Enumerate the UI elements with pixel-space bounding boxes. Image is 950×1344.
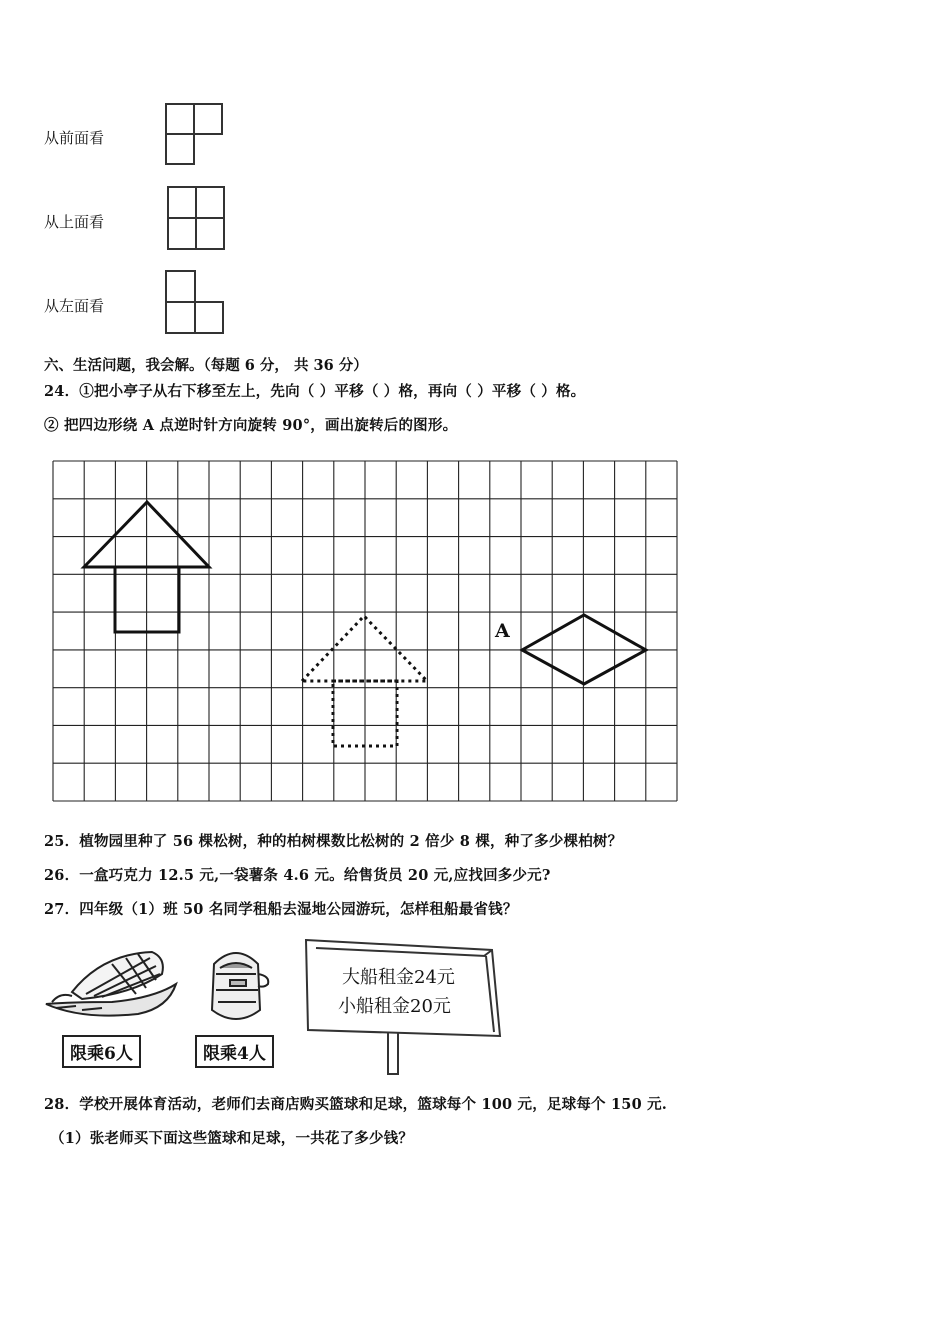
top-view-diagram [164, 184, 230, 252]
question-25: 25．植物园里种了 56 棵松树，种的柏树棵数比松树的 2 倍少 8 棵，种了多少棵柏树？ [44, 833, 623, 850]
view-label-front: 从前面看 [44, 129, 105, 147]
question-24-part1: 24．①把小亭子从右下移至左上，先向（ ）平移（ ）格，再向（ ）平移（ ）格。 [44, 383, 586, 400]
view-label-left: 从左面看 [44, 297, 105, 315]
point-a-label: A [495, 620, 510, 642]
section-title: 六、生活问题，我会解。（每题 6 分， 共 36 分） [44, 357, 368, 374]
question-27: 27．四年级（1）班 50 名同学租船去湿地公园游玩，怎样租船最省钱？ [44, 901, 518, 918]
big-boat-price: 大船租金24元 [342, 967, 455, 988]
small-boat-capacity: 限乘4人 [195, 1035, 274, 1068]
front-view-diagram [162, 100, 226, 168]
big-boat-illustration [42, 944, 182, 1026]
left-view-diagram [162, 268, 228, 336]
grid-figure [52, 460, 680, 804]
question-28-sub1: （1）张老师买下面这些篮球和足球，一共花了多少钱？ [50, 1130, 414, 1147]
view-label-top: 从上面看 [44, 213, 105, 231]
small-boat-illustration [200, 944, 280, 1030]
question-24-part2: ② 把四边形绕 A 点逆时针方向旋转 90°，画出旋转后的图形。 [44, 417, 458, 434]
question-26: 26．一盒巧克力 12.5 元,一袋薯条 4.6 元。给售货员 20 元,应找回多少元? [44, 867, 551, 884]
small-boat-price: 小船租金20元 [338, 996, 451, 1017]
question-28: 28．学校开展体育活动，老师们去商店购买篮球和足球，篮球每个 100 元，足球每个 150 元. [44, 1096, 668, 1113]
big-boat-capacity: 限乘6人 [62, 1035, 141, 1068]
